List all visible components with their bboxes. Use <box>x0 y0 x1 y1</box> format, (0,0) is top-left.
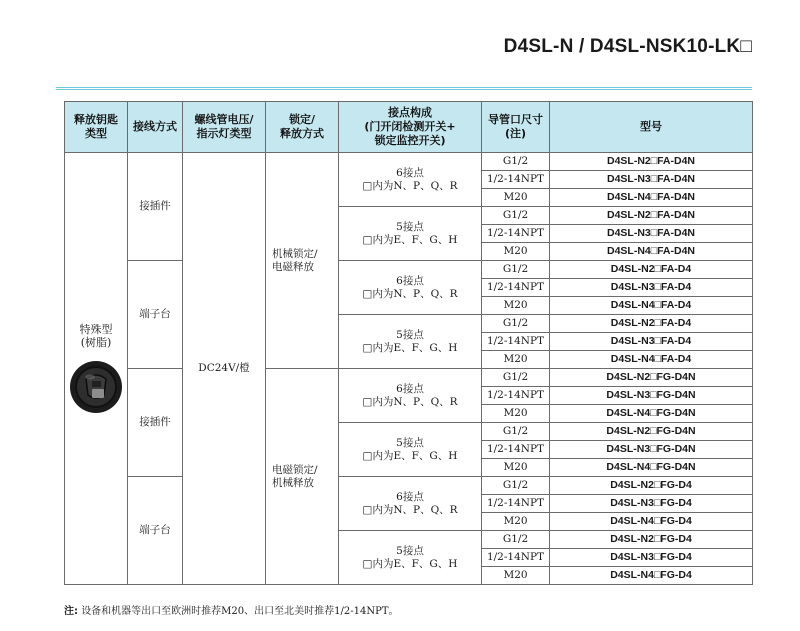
model-number-cell: D4SL-N3□FA-D4 <box>550 333 753 351</box>
contact-note: □内为N、P、Q、R <box>362 179 458 192</box>
header-wiring: 接线方式 <box>128 102 183 153</box>
table-row <box>65 477 753 495</box>
contact-note: □内为N、P、Q、R <box>362 287 458 300</box>
conduit-size-cell: M20 <box>482 351 550 369</box>
conduit-size-cell: G1/2 <box>482 531 550 549</box>
contact-note: □内为N、P、Q、R <box>362 503 458 516</box>
model-number-cell: D4SL-N2□FG-D4 <box>550 477 753 495</box>
contact-config-cell <box>339 423 482 477</box>
table-row <box>65 369 753 387</box>
wiring-cell: 接插件 <box>128 153 183 261</box>
wiring-cell: 端子台 <box>128 477 183 585</box>
model-number-cell: D4SL-N2□FA-D4N <box>550 153 753 171</box>
key-type-label: 特殊型 <box>79 322 113 336</box>
lock-release-line1: 电磁锁定/ <box>272 463 318 476</box>
conduit-size-cell: 1/2-14NPT <box>482 333 550 351</box>
footnote-text: 设备和机器等出口至欧洲时推荐M20、出口至北美时推荐1/2-14NPT。 <box>81 606 399 617</box>
contact-count: 6接点 <box>396 166 424 179</box>
contact-note: □内为E、F、G、H <box>362 233 458 246</box>
header-model: 型号 <box>550 102 753 153</box>
model-number-cell: D4SL-N2□FA-D4 <box>550 261 753 279</box>
conduit-size-cell: 1/2-14NPT <box>482 441 550 459</box>
header-conduit-line1: 导管口尺寸 <box>488 113 543 126</box>
contact-count: 5接点 <box>396 544 424 557</box>
conduit-size-cell: M20 <box>482 513 550 531</box>
conduit-size-cell: M20 <box>482 405 550 423</box>
model-number-cell: D4SL-N2□FG-D4N <box>550 423 753 441</box>
header-lock-line2: 释放方式 <box>280 127 324 140</box>
key-type-sub: (树脂) <box>80 335 112 349</box>
model-number-cell: D4SL-N3□FG-D4N <box>550 387 753 405</box>
header-key-type <box>65 102 128 153</box>
conduit-size-cell: G1/2 <box>482 423 550 441</box>
wiring-cell: 接插件 <box>128 369 183 477</box>
lock-release-line2: 电磁释放 <box>272 260 314 273</box>
conduit-size-cell: G1/2 <box>482 207 550 225</box>
key-type-cell <box>65 153 128 585</box>
model-number-cell: D4SL-N4□FG-D4N <box>550 405 753 423</box>
header-lock-line1: 锁定/ <box>288 113 316 126</box>
model-number-cell: D4SL-N2□FA-D4 <box>550 315 753 333</box>
conduit-size-cell: M20 <box>482 189 550 207</box>
conduit-size-cell: G1/2 <box>482 369 550 387</box>
contact-config-cell <box>339 153 482 207</box>
conduit-size-cell: M20 <box>482 243 550 261</box>
title-rule-bottom <box>56 89 752 90</box>
voltage-cell: DC24V/橙 <box>183 153 266 585</box>
contact-config-cell <box>339 477 482 531</box>
model-number-cell: D4SL-N4□FA-D4N <box>550 189 753 207</box>
table-row <box>65 153 753 171</box>
wiring-cell: 端子台 <box>128 261 183 369</box>
contact-count: 6接点 <box>396 274 424 287</box>
contact-config-cell <box>339 261 482 315</box>
lock-release-line2: 机械释放 <box>272 476 314 489</box>
conduit-size-cell: M20 <box>482 567 550 585</box>
conduit-size-cell: 1/2-14NPT <box>482 495 550 513</box>
contact-config-cell <box>339 531 482 585</box>
header-lock <box>266 102 339 153</box>
contact-note: □内为E、F、G、H <box>362 449 458 462</box>
model-number-cell: D4SL-N3□FA-D4 <box>550 279 753 297</box>
header-voltage-line1: 螺线管电压/ <box>194 113 254 126</box>
table-row <box>65 261 753 279</box>
conduit-size-cell: G1/2 <box>482 261 550 279</box>
model-number-cell: D4SL-N2□FG-D4 <box>550 531 753 549</box>
lock-release-cell <box>266 369 339 585</box>
model-number-cell: D4SL-N3□FG-D4 <box>550 549 753 567</box>
contact-note: □内为N、P、Q、R <box>362 395 458 408</box>
header-voltage-line2: 指示灯类型 <box>196 127 252 140</box>
header-contact-line1: 接点构成 <box>388 106 432 119</box>
conduit-size-cell: 1/2-14NPT <box>482 279 550 297</box>
contact-count: 6接点 <box>396 490 424 503</box>
conduit-size-cell: G1/2 <box>482 477 550 495</box>
header-contact-line3: 锁定监控开关) <box>374 134 446 147</box>
contact-config-cell <box>339 207 482 261</box>
conduit-size-cell: 1/2-14NPT <box>482 171 550 189</box>
model-number-cell: D4SL-N4□FA-D4 <box>550 351 753 369</box>
page-title: D4SL-N / D4SL-NSK10-LK□ <box>503 36 752 57</box>
footnote-label: 注: <box>64 606 78 617</box>
model-spec-table <box>64 101 753 585</box>
lock-release-cell <box>266 153 339 369</box>
conduit-size-cell: 1/2-14NPT <box>482 225 550 243</box>
title-rule-top <box>56 87 752 88</box>
table-header-row <box>65 102 753 153</box>
model-number-cell: D4SL-N3□FA-D4N <box>550 225 753 243</box>
header-key-type-line1: 释放钥匙 <box>74 113 118 126</box>
conduit-size-cell: M20 <box>482 297 550 315</box>
model-number-cell: D4SL-N3□FA-D4N <box>550 171 753 189</box>
contact-count: 5接点 <box>396 220 424 233</box>
model-number-cell: D4SL-N2□FG-D4N <box>550 369 753 387</box>
contact-config-cell <box>339 315 482 369</box>
conduit-size-cell: 1/2-14NPT <box>482 387 550 405</box>
model-number-cell: D4SL-N3□FG-D4 <box>550 495 753 513</box>
model-number-cell: D4SL-N3□FG-D4N <box>550 441 753 459</box>
model-number-cell: D4SL-N2□FA-D4N <box>550 207 753 225</box>
conduit-size-cell: G1/2 <box>482 153 550 171</box>
contact-count: 6接点 <box>396 382 424 395</box>
header-key-type-line2: 类型 <box>85 127 107 140</box>
conduit-size-cell: M20 <box>482 459 550 477</box>
contact-count: 5接点 <box>396 436 424 449</box>
model-number-cell: D4SL-N4□FG-D4 <box>550 567 753 585</box>
lock-release-line1: 机械锁定/ <box>272 247 318 260</box>
contact-count: 5接点 <box>396 328 424 341</box>
contact-note: □内为E、F、G、H <box>362 557 458 570</box>
contact-note: □内为E、F、G、H <box>362 341 458 354</box>
conduit-size-cell: 1/2-14NPT <box>482 549 550 567</box>
conduit-size-cell: G1/2 <box>482 315 550 333</box>
model-number-cell: D4SL-N4□FG-D4 <box>550 513 753 531</box>
footnote <box>64 602 399 617</box>
contact-config-cell <box>339 369 482 423</box>
header-contact-line2: (门开闭检测开关+ <box>364 120 456 133</box>
special-key-icon <box>68 359 124 415</box>
model-number-cell: D4SL-N4□FA-D4N <box>550 243 753 261</box>
header-contact <box>339 102 482 153</box>
header-voltage <box>183 102 266 153</box>
model-number-cell: D4SL-N4□FG-D4N <box>550 459 753 477</box>
header-conduit-line2: (注) <box>504 127 527 140</box>
header-conduit <box>482 102 550 153</box>
model-number-cell: D4SL-N4□FA-D4 <box>550 297 753 315</box>
